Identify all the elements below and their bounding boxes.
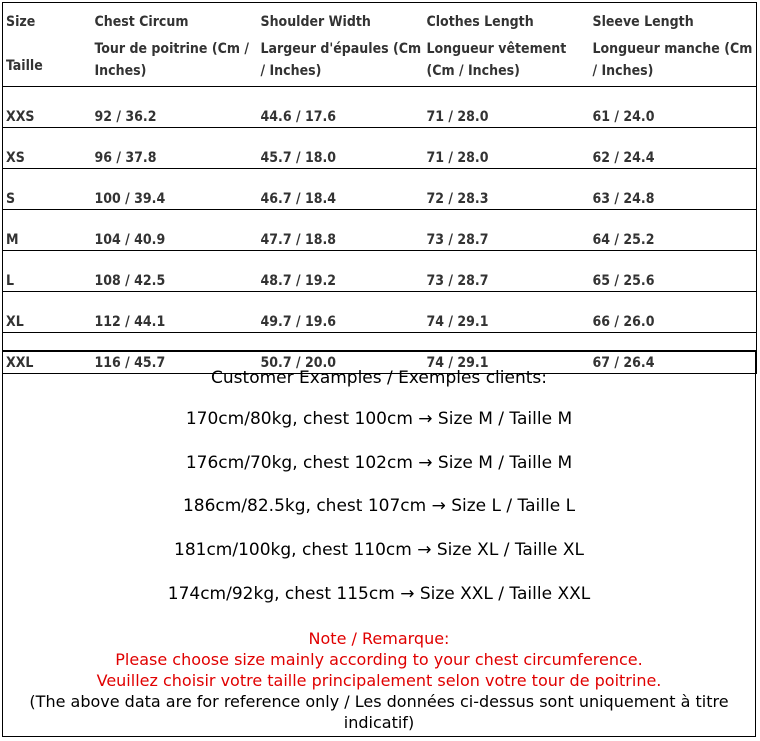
- table-row: [3, 169, 757, 210]
- table-header-row: [3, 3, 757, 87]
- cell-size: XL: [3, 292, 91, 333]
- cell-sleeve: 66 / 26.0: [589, 292, 757, 333]
- cell-shoulder: 48.7 / 19.2: [257, 251, 423, 292]
- header-chest: Chest Circum Tour de poitrine (Cm / Inches): [91, 3, 257, 87]
- cell-length: 74 / 29.1: [423, 333, 589, 374]
- cell-shoulder: 45.7 / 18.0: [257, 128, 423, 169]
- cell-shoulder: 49.7 / 19.6: [257, 292, 423, 333]
- customer-examples-panel: [2, 350, 756, 737]
- example-item: 181cm/100kg, chest 110cm → Size XL / Taille XL: [174, 540, 584, 560]
- cell-size: S: [3, 169, 91, 210]
- header-size: Size Taille: [3, 3, 91, 87]
- cell-chest: 100 / 39.4: [91, 169, 257, 210]
- cell-length: 72 / 28.3: [423, 169, 589, 210]
- note-line-fr: Veuillez choisir votre taille principalement selon votre tour de poitrine.: [96, 671, 662, 690]
- table-row: [3, 292, 757, 333]
- size-chart-table: [2, 2, 757, 374]
- note-block: [3, 628, 755, 733]
- cell-length: 74 / 29.1: [423, 292, 589, 333]
- cell-chest: 104 / 40.9: [91, 210, 257, 251]
- cell-chest: 92 / 36.2: [91, 87, 257, 128]
- example-item: 176cm/70kg, chest 102cm → Size M / Taille M: [185, 453, 573, 473]
- header-length: Clothes Length Longueur vêtement (Cm / Inches): [423, 3, 589, 87]
- cell-sleeve: 62 / 24.4: [589, 128, 757, 169]
- note-title: Note / Remarque:: [308, 629, 450, 648]
- cell-shoulder: 50.7 / 20.0: [257, 333, 423, 374]
- cell-size: L: [3, 251, 91, 292]
- cell-length: 73 / 28.7: [423, 210, 589, 251]
- cell-chest: 116 / 45.7: [91, 333, 257, 374]
- cell-size: XXS: [3, 87, 91, 128]
- table-row: [3, 251, 757, 292]
- cell-length: 71 / 28.0: [423, 128, 589, 169]
- cell-sleeve: 64 / 25.2: [589, 210, 757, 251]
- note-line-en: Please choose size mainly according to your chest circumference.: [115, 650, 643, 669]
- examples-heading: Customer Examples / Exemples clients:: [211, 368, 547, 388]
- cell-sleeve: 65 / 25.6: [589, 251, 757, 292]
- cell-sleeve: 67 / 26.4: [589, 333, 757, 374]
- table-body: [3, 87, 757, 374]
- table-row: [3, 210, 757, 251]
- cell-shoulder: 44.6 / 17.6: [257, 87, 423, 128]
- note-disclaimer: (The above data are for reference only / Les données ci-dessus sont uniquement à titre indicatif): [29, 692, 729, 732]
- cell-sleeve: 63 / 24.8: [589, 169, 757, 210]
- cell-chest: 108 / 42.5: [91, 251, 257, 292]
- table-row: [3, 128, 757, 169]
- cell-size: XS: [3, 128, 91, 169]
- example-item: 170cm/80kg, chest 100cm → Size M / Taille M: [185, 409, 573, 429]
- cell-sleeve: 61 / 24.0: [589, 87, 757, 128]
- cell-chest: 112 / 44.1: [91, 292, 257, 333]
- header-sleeve: Sleeve Length Longueur manche (Cm / Inches): [589, 3, 757, 87]
- example-item: 186cm/82.5kg, chest 107cm → Size L / Taille L: [182, 496, 576, 516]
- table-row: [3, 87, 757, 128]
- header-shoulder: Shoulder Width Largeur d'épaules (Cm / Inches): [257, 3, 423, 87]
- example-item: 174cm/92kg, chest 115cm → Size XXL / Taille XXL: [167, 584, 591, 604]
- cell-size: M: [3, 210, 91, 251]
- cell-length: 71 / 28.0: [423, 87, 589, 128]
- cell-shoulder: 47.7 / 18.8: [257, 210, 423, 251]
- cell-shoulder: 46.7 / 18.4: [257, 169, 423, 210]
- cell-size: XXL: [3, 333, 91, 374]
- cell-chest: 96 / 37.8: [91, 128, 257, 169]
- cell-length: 73 / 28.7: [423, 251, 589, 292]
